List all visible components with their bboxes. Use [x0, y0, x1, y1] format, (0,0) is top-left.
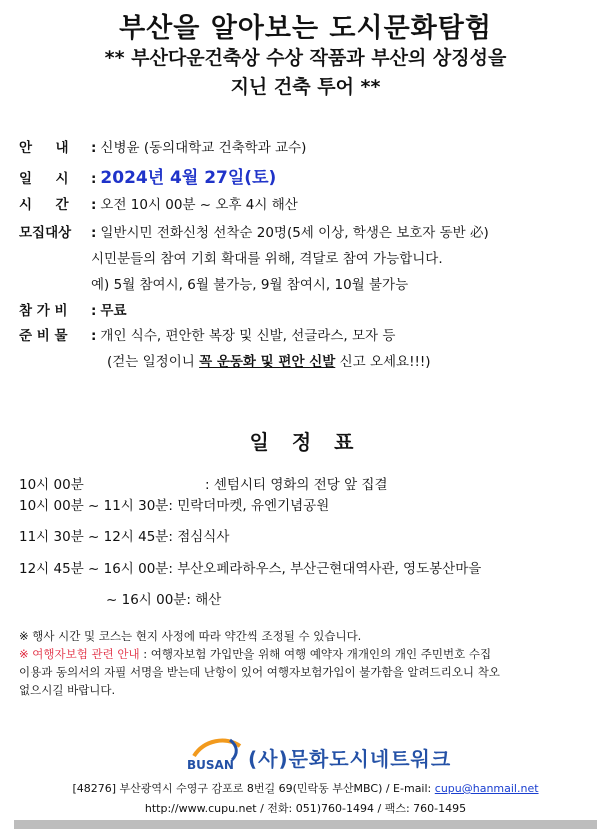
colon: : [91, 225, 97, 241]
info-fee-label: 참 가 비 [19, 303, 68, 319]
colon: : [91, 328, 97, 344]
logo-text: BUSAN [187, 758, 234, 772]
info-recruit-label: 모집대상 [19, 225, 72, 241]
insurance-note-label: ※ 여행자보험 관련 안내 [19, 647, 140, 661]
schedule-row-desc [205, 473, 388, 493]
schedule-desc: 부산오페라하우스, 부산근현대역사관, 영도봉산마을 [177, 561, 482, 577]
schedule-desc: 해산 [195, 592, 222, 608]
note-line-2 [19, 646, 491, 662]
note-line-3: 이용과 동의서의 자필 서명을 받는데 난항이 있어 여행자보험가입이 불가함을 알려드리오니 착오 [19, 665, 500, 679]
info-guide [19, 136, 306, 156]
busan-logo-icon [186, 736, 246, 772]
info-date-value: 2024년 4월 27일(토) [100, 168, 277, 188]
bottom-bar [14, 820, 597, 829]
schedule-time: 12시 45분 ~ 16시 00분: [19, 561, 173, 577]
info-guide-label: 안 내 [19, 140, 69, 156]
info-recruit-line-3: 예) 5월 참여시, 6월 불가능, 9월 참여시, 10월 불가능 [91, 277, 409, 293]
contact-text: / 전화: 051)760-1494 / 팩스: 760-1495 [256, 802, 467, 815]
info-prep-note [107, 350, 431, 370]
schedule-desc: 점심식사 [177, 529, 230, 545]
footer-contact [0, 800, 611, 816]
org-logo [186, 736, 486, 772]
info-time [19, 193, 298, 213]
info-recruit [19, 221, 489, 241]
website-link[interactable]: http://www.cupu.net [144, 802, 257, 815]
info-fee-value: 무료 [100, 303, 127, 319]
info-time-value: 오전 10시 00분 ~ 오후 4시 해산 [100, 197, 298, 213]
info-recruit-line-1: 일반시민 전화신청 선착순 20명(5세 이상, 학생은 보호자 동반 必) [100, 225, 489, 241]
info-time-label: 시 간 [19, 197, 69, 213]
subtitle-line-1: ** 부산다운건축상 수상 작품과 부산의 상징성을 [104, 47, 507, 69]
prep-note-emphasis: 꼭 운동화 및 편안 신발 [199, 354, 336, 370]
info-prep-value: 개인 식수, 편안한 복장 및 신발, 선글라스, 모자 등 [100, 328, 396, 344]
info-prep-label: 준 비 물 [19, 328, 68, 344]
info-recruit-line-2: 시민분들의 참여 기회 확대를 위해, 격달로 참여 가능합니다. [91, 251, 443, 267]
footer-address [0, 780, 611, 796]
schedule-time: 11시 30분 ~ 12시 45분: [19, 529, 173, 545]
colon: : [91, 140, 97, 156]
schedule-sep: : [205, 477, 210, 493]
info-prep [19, 324, 395, 344]
note-line-1: ※ 행사 시간 및 코스는 현지 사정에 따라 약간씩 조정될 수 있습니다. [19, 629, 362, 643]
colon: : [91, 171, 97, 187]
schedule-time: 10시 00분 ~ 11시 30분: [19, 498, 173, 514]
page-title: 부산을 알아보는 도시문화탐험 [119, 13, 492, 44]
prep-note-pre: (걷는 일정이니 [107, 354, 200, 370]
page-subtitle [0, 44, 611, 102]
schedule-row [19, 557, 481, 577]
note-line-4: 없으시길 바랍니다. [19, 683, 116, 697]
schedule-row [19, 473, 84, 493]
schedule-time: 10시 00분 [19, 477, 84, 493]
colon: : [91, 197, 97, 213]
subtitle-line-2: 지닌 건축 투어 ** [230, 76, 381, 98]
colon: : [91, 303, 97, 319]
org-name: (사)문화도시네트워크 [248, 747, 452, 771]
schedule-time: ~ 16시 00분: [106, 592, 191, 608]
info-fee [19, 299, 127, 319]
info-guide-value: 신병윤 (동의대학교 건축학과 교수) [100, 140, 307, 156]
schedule-title: 일 정 표 [249, 430, 362, 454]
email-link[interactable]: cupu@hanmail.net [434, 782, 539, 795]
insurance-note-text: : 여행자보험 가입만을 위해 여행 예약자 개개인의 개인 주민번호 수집 [139, 647, 492, 661]
schedule-row [106, 588, 221, 608]
prep-note-post: 신고 오세요!!!) [335, 354, 431, 370]
info-date [19, 163, 276, 188]
schedule-row [19, 525, 229, 545]
schedule-row [19, 494, 329, 514]
info-date-label: 일 시 [19, 171, 69, 187]
schedule-desc: 민락더마켓, 유엔기념공원 [177, 498, 330, 514]
address-text: [48276] 부산광역시 수영구 감포로 8번길 69(민락동 부산MBC) / E-mail: [72, 782, 435, 795]
schedule-desc: 센텀시티 영화의 전당 앞 집결 [213, 477, 388, 493]
